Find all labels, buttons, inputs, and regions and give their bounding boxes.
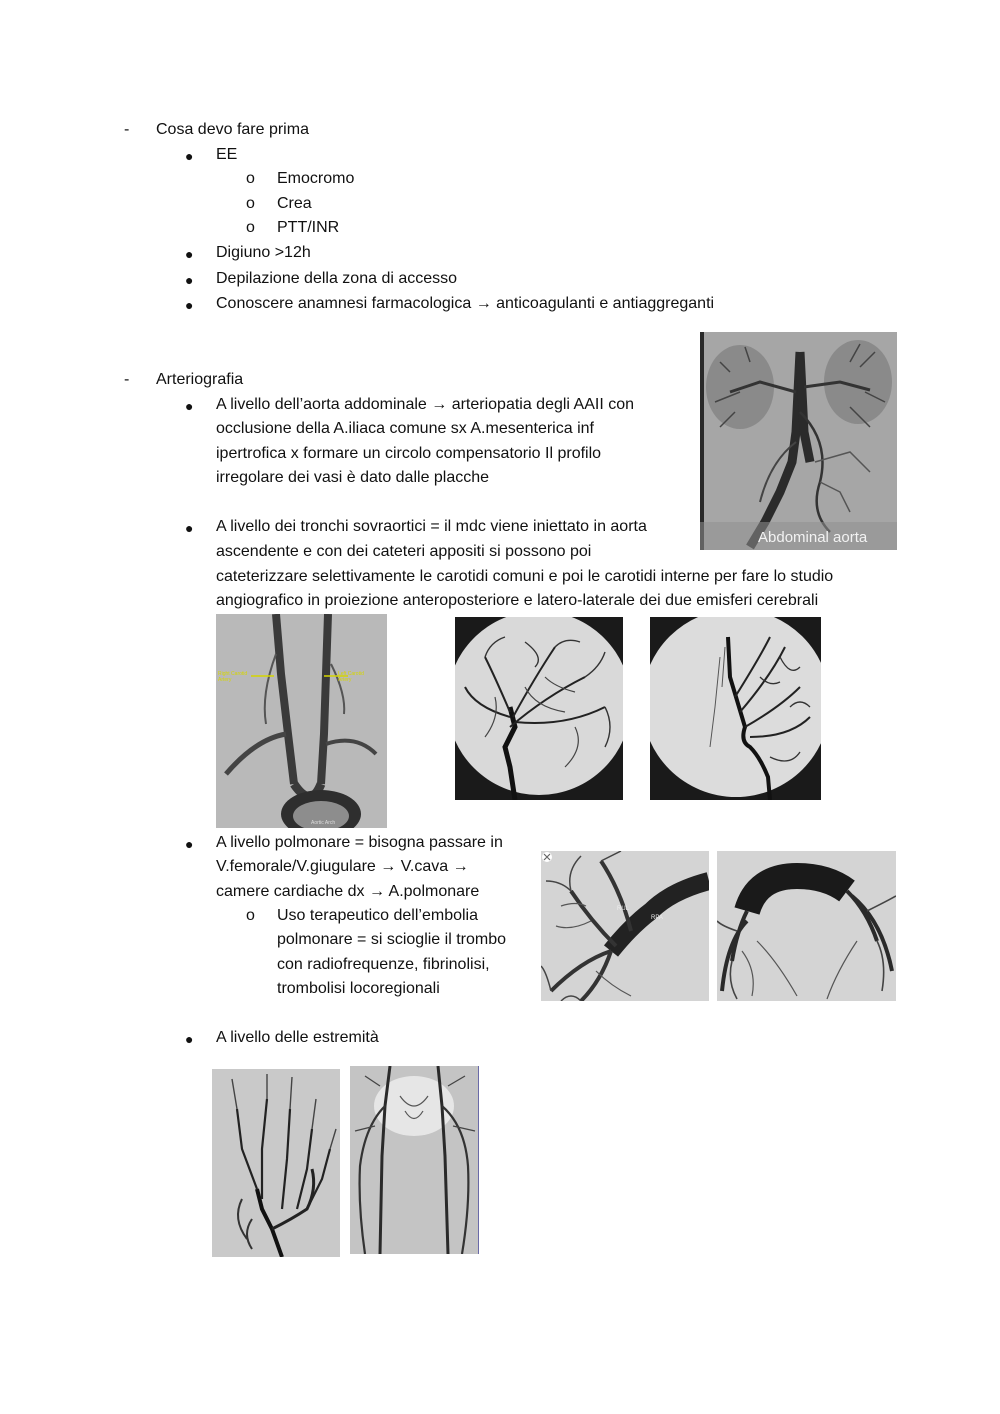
bullet-icon: ● (185, 246, 194, 262)
abdominal-aorta-image (700, 332, 897, 550)
polmonare-sub-line: trombolisi locoregionali (277, 980, 440, 997)
tronchi-text-line: angiografico in proiezione anteroposteriore e latero-laterale dei due emisferi cerebrali (216, 592, 819, 609)
polmonare-sub-line: polmonare = si scioglie il trombo (277, 931, 506, 948)
aorta-text-line: ipertrofica x formare un circolo compensatorio Il profilo (216, 445, 602, 462)
aorta-text-line: occlusione della A.iliaca comune sx A.mesenterica inf (216, 420, 594, 437)
rul-label: RUL (617, 906, 630, 912)
right-carotid-label: Right Carotid Artery (218, 671, 248, 683)
bullet-icon: ● (185, 148, 194, 164)
list-item-anamnesi: Conoscere anamnesi farmacologica → anticoagulanti e antiaggreganti (216, 295, 715, 312)
cerebral-angiography-ap-image (650, 617, 821, 800)
aortic-arch-label: Aortic Arch (311, 820, 336, 826)
polmonare-sub-line: con radiofrequenze, fibrinolisi, (277, 956, 490, 973)
bullet-icon: ● (185, 398, 194, 414)
list-item-ee: EE (216, 146, 238, 163)
carotid-angiography-image (216, 614, 387, 828)
sub-item-emocromo: Emocromo (277, 170, 355, 187)
cerebral-angiography-lateral-image (455, 617, 623, 800)
bullet-icon: ● (185, 520, 194, 536)
bullet-icon: ● (185, 1031, 194, 1047)
lower-limb-angiography-image (350, 1066, 479, 1254)
list-item-depilazione: Depilazione della zona di accesso (216, 270, 458, 287)
polmonare-text-line: A livello polmonare = bisogna passare in (216, 834, 503, 851)
bullet-icon: ● (185, 836, 194, 852)
tronchi-text-line: ascendente e con dei cateteri appositi si possono poi (216, 543, 592, 560)
list-item-digiuno: Digiuno >12h (216, 244, 311, 261)
bullet-icon: ● (185, 272, 194, 288)
aorta-text-line: irregolare dei vasi è dato dalle placche (216, 469, 490, 486)
polmonare-text-line: V.femorale/V.giugulare → V.cava → (216, 858, 469, 875)
bullet-icon: ● (185, 297, 194, 313)
image-caption: Abdominal aorta (758, 529, 868, 546)
pulmonary-angiography-image-1 (541, 851, 709, 1001)
polmonare-sub-line: Uso terapeutico dell’embolia (277, 907, 478, 924)
sub-item-crea: Crea (277, 195, 312, 212)
polmonare-text-line: camere cardiache dx → A.polmonare (216, 883, 480, 900)
section-title-prep: Cosa devo fare prima (156, 121, 309, 138)
hand-angiography-image (212, 1069, 340, 1257)
circle-bullet-icon: o (246, 219, 255, 236)
circle-bullet-icon: o (246, 170, 255, 187)
sub-item-ptt: PTT/INR (277, 219, 340, 236)
circle-bullet-icon: o (246, 195, 255, 212)
aorta-text-line: A livello dell’aorta addominale → arteriopatia degli AAII con (216, 396, 635, 413)
rpa-label: RPA (651, 915, 663, 921)
dash-marker: - (124, 121, 130, 138)
pulmonary-angiography-image-2 (717, 851, 896, 1001)
tronchi-text-line: cateterizzare selettivamente le carotidi comuni e poi le carotidi interne per fare lo studio (216, 568, 834, 585)
circle-bullet-icon: o (246, 907, 255, 924)
estremita-text: A livello delle estremità (216, 1029, 379, 1046)
left-carotid-label: Left Carotid Artery (338, 671, 364, 683)
section-title-arteriografia: Arteriografia (156, 371, 244, 388)
dash-marker: - (124, 371, 130, 388)
tronchi-text-line: A livello dei tronchi sovraortici = il mdc viene iniettato in aorta (216, 518, 647, 535)
